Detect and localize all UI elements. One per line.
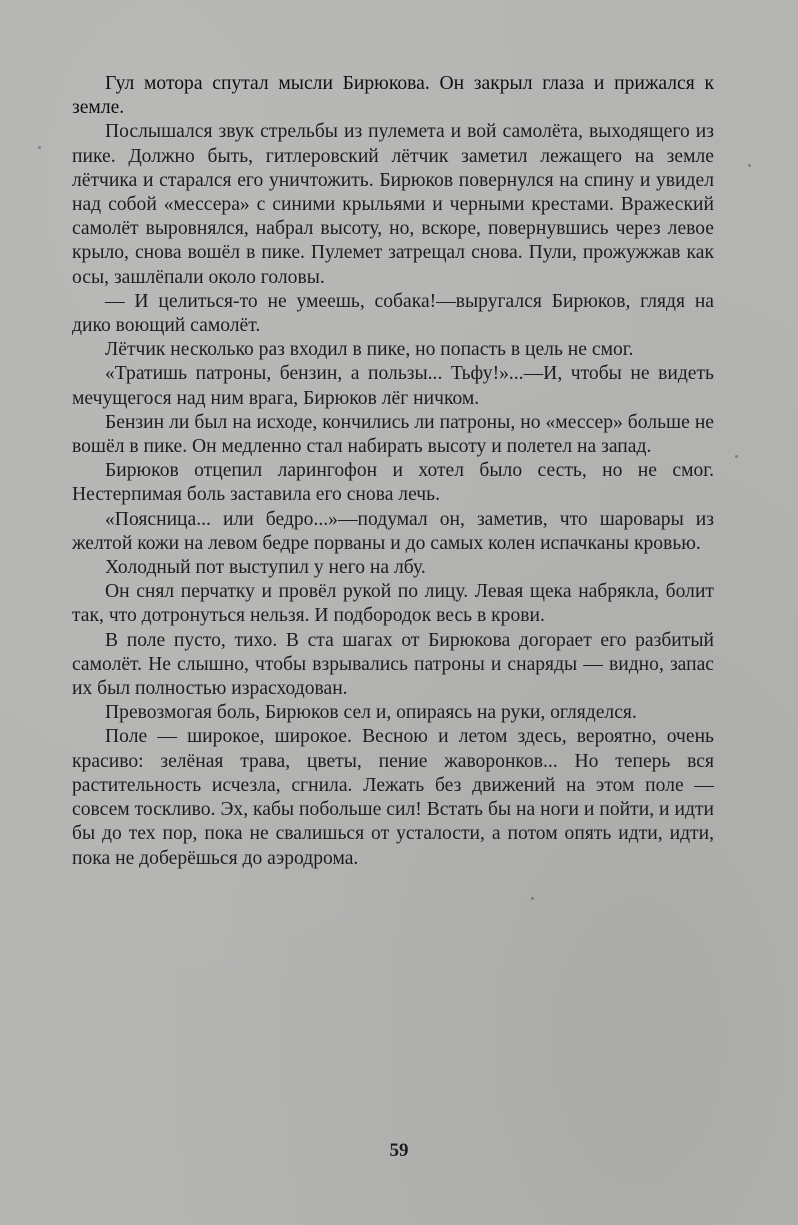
paragraph-10: Он снял перчатку и провёл рукой по лицу. Левая щека набрякла, болит так, что дотронуться нельзя. И подбородок весь в крови. [72, 581, 714, 627]
paragraph-5: «Тратишь патроны, бензин, а пользы... Тьфу!»...—И, чтобы не видеть мечущегося над ним врага, Бирюков лёг ничком. [72, 363, 714, 409]
paragraph-12: Превозмогая боль, Бирюков сел и, опираясь на руки, огляделся. [105, 702, 637, 724]
paragraph-3: — И целиться-то не умеешь, собака!—выругался Бирюков, глядя на дико воющий самолёт. [72, 290, 714, 337]
paragraph-2: Послышался звук стрельбы из пулемета и вой самолёта, выходящего из пике. Должно быть, гитлеровский лётчик заметил лежащего на земле лётчика и старался его уничтожить. Бирюков повернулся на спину и увидел над собой «мессера» с синими крыльями и черными крестами. Вражеский самолёт выровнялся, набрал высоту, но, вскоре, повернувшись через левое крыло, снова вошёл в пике. Пулемет затрещал снова. Пули, прожужжав как осы, зашлёпали около головы. [72, 121, 714, 288]
paragraph-8: «Поясница... или бедро...»—подумал он, заметив, что шаровары из желтой кожи на левом бедре порваны и до самых колен испачканы кровью. [72, 508, 714, 554]
dust-speck [748, 164, 751, 167]
paragraph-9: Холодный пот выступил у него на лбу. [105, 557, 426, 579]
dust-speck [531, 897, 534, 900]
body-text [72, 72, 714, 871]
paragraph-13: Поле — широкое, широкое. Весною и летом здесь, вероятно, очень красиво: зелёная трава, цветы, пение жаворонков... Но теперь вся растительность исчезла, сгнила. Лежать без движений на этом поле — совсем тоскливо. Эх, кабы побольше сил! Встать бы на ноги и пойти, и идти бы до тех пор, пока не свалишься от усталости, а потом опять идти, идти, пока не доберёшься до аэродрома. [72, 726, 714, 869]
paragraph-6: Бензин ли был на исходе, кончились ли патроны, но «мессер» больше не вошёл в пике. Он медленно стал набирать высоту и полетел на запад. [72, 411, 714, 458]
paragraph-7: Бирюков отцепил ларингофон и хотел было сесть, но не смог. Нестерпимая боль заставила его снова лечь. [72, 460, 714, 506]
dust-speck [38, 146, 41, 149]
paragraph-1: Гул мотора спутал мысли Бирюкова. Он закрыл глаза и прижался к земле. [72, 73, 714, 119]
page-number: 59 [389, 1140, 409, 1161]
paragraph-11: В поле пусто, тихо. В ста шагах от Бирюкова догорает его разбитый самолёт. Не слышно, чтобы взрывались патроны и снаряды — видно, запас их был полностью израсходован. [72, 629, 714, 700]
dust-speck [735, 455, 738, 458]
paragraph-4: Лётчик несколько раз входил в пике, но попасть в цель не смог. [105, 339, 634, 361]
